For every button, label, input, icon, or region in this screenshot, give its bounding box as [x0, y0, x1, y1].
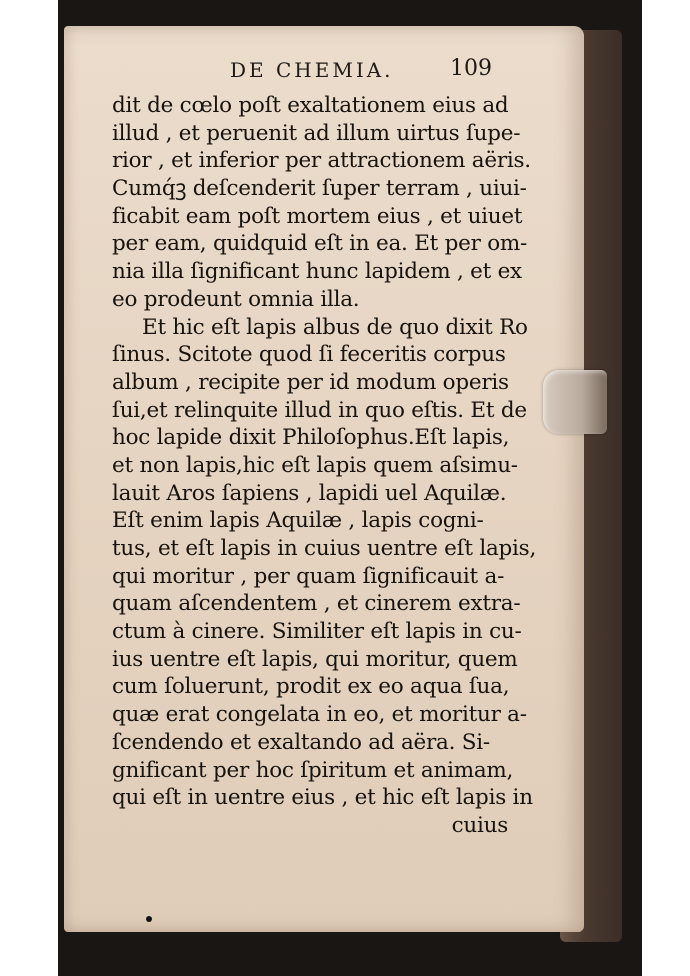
text-line: cum ſoluerunt, prodit ex eo aqua ſua,: [112, 674, 510, 700]
text-line: ius uentre eſt lapis, qui moritur, quem: [112, 646, 518, 672]
text-line: ſui,et relinquite illud in quo eſtis. Et de: [112, 397, 527, 423]
page-number: 109: [450, 56, 492, 81]
book-clasp: [543, 370, 607, 434]
text-line: eo prodeunt omnia illa.: [112, 286, 360, 312]
text-line: qui moritur , per quam ſignificauit a-: [112, 563, 505, 589]
text-line: qui eſt in uentre eius , et hic eſt lapis in: [112, 785, 533, 811]
text-line: ſcendendo et exaltando ad aëra. Si-: [112, 729, 490, 755]
text-line: quam aſcendentem , et cinerem extra-: [112, 591, 521, 617]
text-line: rior , et inferior per attractionem aëris.: [112, 148, 531, 174]
text-line: Cumq́ꝫ deſcenderit ſuper terram , uiui-: [112, 176, 527, 202]
text-line: illud , et peruenit ad illum uirtus ſupe-: [112, 120, 521, 146]
text-block: [112, 92, 537, 840]
running-head: DE CHEMIA.: [230, 58, 394, 82]
text-line: et non lapis,hic eſt lapis quem aſsimu-: [112, 452, 518, 478]
text-line: quæ erat congelata in eo, et moritur a-: [112, 702, 527, 728]
catchword: cuius: [451, 812, 508, 838]
text-line: album , recipite per id modum operis: [112, 369, 509, 395]
text-line: ficabit eam poſt mortem eius , et uiuet: [112, 203, 523, 229]
page-header: [110, 58, 510, 88]
text-line: Eſt enim lapis Aquilæ , lapis cogni-: [112, 508, 484, 534]
text-line: ſinus. Scitote quod ſi feceritis corpus: [112, 342, 506, 368]
ink-dot: [146, 916, 152, 922]
text-line: hoc lapide dixit Philoſophus.Eſt lapis,: [112, 425, 510, 451]
text-line: gnificant per hoc ſpiritum et animam,: [112, 757, 514, 783]
text-line: dit de cœlo poſt exaltationem eius ad: [112, 93, 509, 118]
text-line: ctum à cinere. Similiter eſt lapis in cu-: [112, 619, 522, 645]
text-line: nia illa ſignificant hunc lapidem , et ex: [112, 259, 522, 285]
text-line: tus, et eſt lapis in cuius uentre eſt lapis,: [112, 536, 537, 561]
text-line: Et hic eſt lapis albus de quo dixit Ro: [142, 314, 528, 340]
text-line: per eam, quidquid eſt in ea. Et per om-: [112, 231, 528, 257]
text-line: lauit Aros ſapiens , lapidi uel Aquilæ.: [112, 480, 507, 506]
